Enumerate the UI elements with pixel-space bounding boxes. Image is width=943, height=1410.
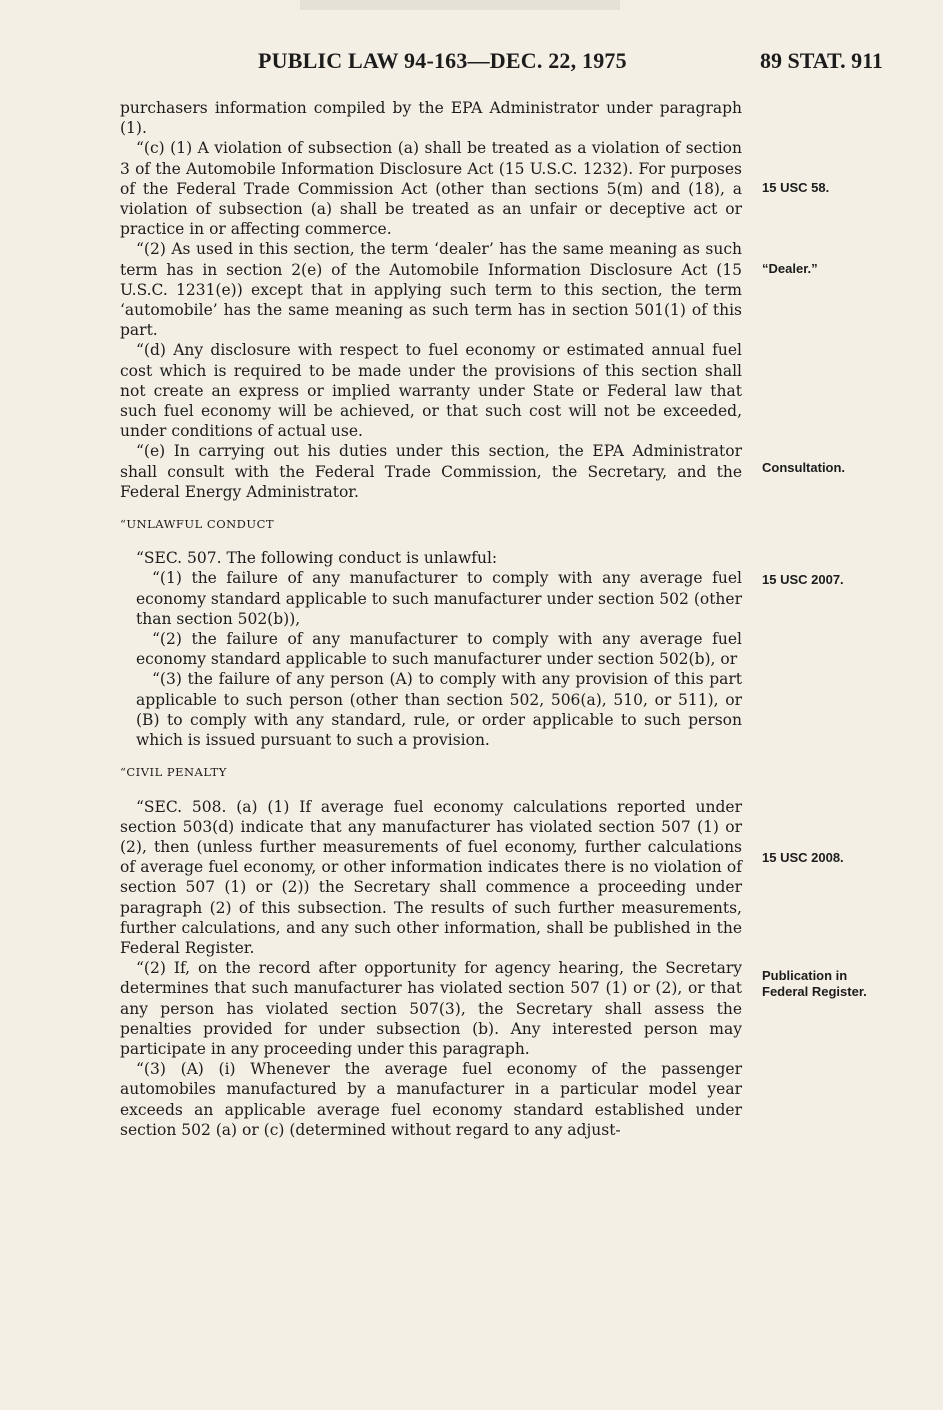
margin-note-publication-line2: Federal Register. xyxy=(762,984,867,999)
paragraph-sec-507: “SEC. 507. The following conduct is unlawful: xyxy=(136,549,498,568)
paragraph-sec-508-a2: “(2) If, on the record after opportunity for agency hearing, the Secretary determines that such manufacturer has violated section 507 (1) or (2), or that any person has violated section 507(3), the Secretary shall assess the penalties provided for under subsection (b). Any interested person may participate in any proceeding under this paragraph. xyxy=(120,959,742,1058)
margin-note-consultation: Consultation. xyxy=(762,460,846,475)
paragraph-item-3: “(3) the failure of any person (A) to comply with any provision of this part applicable to such person (other than section 502, 506(a), 510, or 511), or (B) to comply with any standard, rule, or order applicable to such person which is issued pursuant to such a provision. xyxy=(136,670,742,750)
bleed-through-smudge xyxy=(300,0,620,10)
paragraph-continuation: purchasers information compiled by the EPA Administrator under paragraph (1). xyxy=(120,99,742,138)
page-header xyxy=(0,48,943,78)
paragraph-subsection-d: “(d) Any disclosure with respect to fuel economy or estimated annual fuel cost which is required to be made under the provisions of this section shall not create an express or implied warranty under State or Federal law that such fuel economy will be achieved, or that such cost will not be exceeded, under conditions of actual use. xyxy=(120,341,742,441)
paragraph-subsection-e: “(e) In carrying out his duties under this section, the EPA Administrator shall consult with the Federal Trade Commission, the Secretary, and the Federal Energy Administrator. xyxy=(120,442,742,501)
paragraph-item-1: “(1) the failure of any manufacturer to comply with any average fuel economy standard applicable to such manufacturer under section 502 (other than section 502(b)), xyxy=(136,569,742,628)
margin-note-publication xyxy=(762,968,867,1000)
main-text xyxy=(120,98,742,1140)
margin-note-15-usc-58: 15 USC 58. xyxy=(762,180,830,195)
header-title: PUBLIC LAW 94-163—DEC. 22, 1975 xyxy=(258,48,627,73)
paragraph-subsection-c2: “(2) As used in this section, the term ‘dealer’ has the same meaning as such term has in section 2(e) of the Automobile Information Disclosure Act (15 U.S.C. 1231(e)) except that in applying such term to this section, the term ‘automobile’ has the same meaning as such term has in section 501(1) of this part. xyxy=(120,240,742,340)
paragraph-subsection-c1: “(c) (1) A violation of subsection (a) shall be treated as a violation of section 3 of the Automobile Information Disclosure Act (15 U.S.C. 1232). For purposes of the Federal Trade Commission Act (other than sections 5(m) and (18), a violation of subsection (a) shall be treated as an unfair or deceptive act or practice in or affecting commerce. xyxy=(120,139,742,239)
section-heading-civil-penalty: “CIVIL PENALTY xyxy=(120,765,227,780)
paragraph-item-2: “(2) the failure of any manufacturer to comply with any average fuel economy standard applicable to such manufacturer under section 502(b), or xyxy=(136,630,742,669)
margin-note-publication-line1: Publication in xyxy=(762,968,848,983)
margin-note-dealer: “Dealer.” xyxy=(762,261,818,276)
paragraph-sec-508-a1: “SEC. 508. (a) (1) If average fuel economy calculations reported under section 503(d) indicate that any manufacturer has violated section 507 (1) or (2), then (unless further measurements of fuel economy, further calculations of average fuel economy, or other information indicates there is no violation of section 507 (1) or (2)) the Secretary shall commence a proceeding under paragraph (2) of this subsection. The results of such further measurements, further calculations, and any such other information, shall be published in the Federal Register. xyxy=(120,797,742,957)
section-heading-unlawful-conduct: “UNLAWFUL CONDUCT xyxy=(120,517,275,532)
margin-note-15-usc-2007: 15 USC 2007. xyxy=(762,572,844,587)
paragraph-sec-508-a3: “(3) (A) (i) Whenever the average fuel economy of the passenger automobiles manufactured by a manufacturer in a particular model year exceeds an applicable average fuel economy standard established under section 502 (a) or (c) (determined without regard to any adjust- xyxy=(120,1060,742,1139)
statute-page-number: 89 STAT. 911 xyxy=(760,48,883,73)
margin-note-15-usc-2008: 15 USC 2008. xyxy=(762,850,844,865)
